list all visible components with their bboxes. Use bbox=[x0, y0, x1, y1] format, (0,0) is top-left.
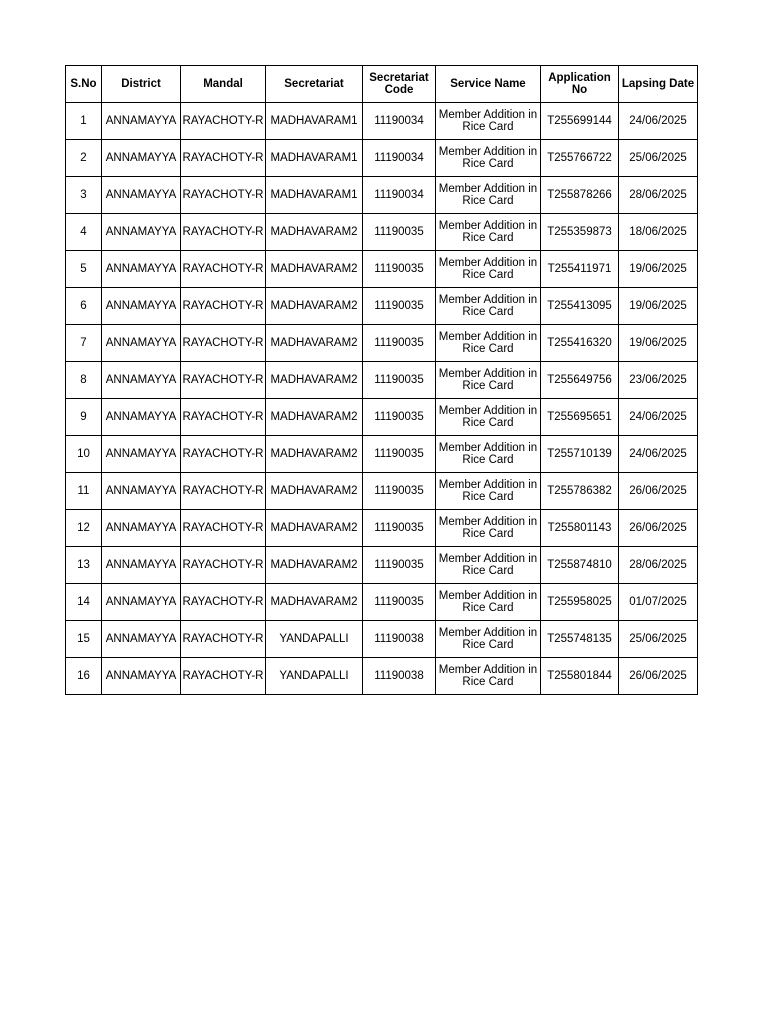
cell-secretariat-code: 11190035 bbox=[363, 473, 436, 510]
cell-secretariat-code: 11190035 bbox=[363, 288, 436, 325]
cell-secretariat: MADHAVARAM2 bbox=[266, 214, 363, 251]
cell-application-no: T255748135 bbox=[541, 621, 619, 658]
cell-mandal: RAYACHOTY-R bbox=[181, 177, 266, 214]
cell-mandal: RAYACHOTY-R bbox=[181, 399, 266, 436]
cell-district: ANNAMAYYA bbox=[102, 103, 181, 140]
table-row bbox=[66, 584, 698, 621]
cell-service-name: Member Addition in Rice Card bbox=[436, 325, 541, 362]
table-row bbox=[66, 510, 698, 547]
cell-application-no: T255710139 bbox=[541, 436, 619, 473]
cell-district: ANNAMAYYA bbox=[102, 510, 181, 547]
cell-sno: 6 bbox=[66, 288, 102, 325]
cell-application-no: T255695651 bbox=[541, 399, 619, 436]
cell-district: ANNAMAYYA bbox=[102, 621, 181, 658]
cell-mandal: RAYACHOTY-R bbox=[181, 103, 266, 140]
cell-secretariat: MADHAVARAM2 bbox=[266, 399, 363, 436]
cell-sno: 5 bbox=[66, 251, 102, 288]
cell-secretariat: YANDAPALLI bbox=[266, 658, 363, 695]
cell-service-name: Member Addition in Rice Card bbox=[436, 214, 541, 251]
table-row bbox=[66, 473, 698, 510]
cell-sno: 13 bbox=[66, 547, 102, 584]
cell-sno: 2 bbox=[66, 140, 102, 177]
cell-district: ANNAMAYYA bbox=[102, 177, 181, 214]
cell-application-no: T255416320 bbox=[541, 325, 619, 362]
cell-sno: 11 bbox=[66, 473, 102, 510]
cell-district: ANNAMAYYA bbox=[102, 399, 181, 436]
cell-mandal: RAYACHOTY-R bbox=[181, 325, 266, 362]
cell-district: ANNAMAYYA bbox=[102, 584, 181, 621]
cell-mandal: RAYACHOTY-R bbox=[181, 288, 266, 325]
cell-service-name: Member Addition in Rice Card bbox=[436, 436, 541, 473]
cell-secretariat-code: 11190035 bbox=[363, 510, 436, 547]
cell-application-no: T255411971 bbox=[541, 251, 619, 288]
cell-service-name: Member Addition in Rice Card bbox=[436, 658, 541, 695]
cell-secretariat-code: 11190035 bbox=[363, 251, 436, 288]
cell-sno: 8 bbox=[66, 362, 102, 399]
cell-district: ANNAMAYYA bbox=[102, 251, 181, 288]
cell-secretariat-code: 11190038 bbox=[363, 658, 436, 695]
cell-secretariat: MADHAVARAM1 bbox=[266, 177, 363, 214]
table-row bbox=[66, 140, 698, 177]
cell-mandal: RAYACHOTY-R bbox=[181, 584, 266, 621]
cell-secretariat-code: 11190035 bbox=[363, 584, 436, 621]
cell-lapsing-date: 01/07/2025 bbox=[619, 584, 698, 621]
cell-lapsing-date: 26/06/2025 bbox=[619, 473, 698, 510]
cell-secretariat-code: 11190035 bbox=[363, 214, 436, 251]
cell-secretariat-code: 11190035 bbox=[363, 547, 436, 584]
header-sno: S.No bbox=[66, 66, 102, 103]
header-application-no: Application No bbox=[541, 66, 619, 103]
cell-service-name: Member Addition in Rice Card bbox=[436, 473, 541, 510]
cell-sno: 14 bbox=[66, 584, 102, 621]
cell-secretariat: MADHAVARAM2 bbox=[266, 584, 363, 621]
cell-district: ANNAMAYYA bbox=[102, 658, 181, 695]
header-district: District bbox=[102, 66, 181, 103]
cell-district: ANNAMAYYA bbox=[102, 436, 181, 473]
cell-district: ANNAMAYYA bbox=[102, 214, 181, 251]
cell-mandal: RAYACHOTY-R bbox=[181, 214, 266, 251]
cell-sno: 1 bbox=[66, 103, 102, 140]
cell-secretariat: MADHAVARAM2 bbox=[266, 436, 363, 473]
cell-lapsing-date: 26/06/2025 bbox=[619, 658, 698, 695]
cell-secretariat-code: 11190034 bbox=[363, 140, 436, 177]
cell-lapsing-date: 28/06/2025 bbox=[619, 177, 698, 214]
cell-service-name: Member Addition in Rice Card bbox=[436, 362, 541, 399]
cell-secretariat-code: 11190035 bbox=[363, 436, 436, 473]
cell-secretariat-code: 11190035 bbox=[363, 399, 436, 436]
cell-lapsing-date: 24/06/2025 bbox=[619, 103, 698, 140]
cell-district: ANNAMAYYA bbox=[102, 288, 181, 325]
cell-mandal: RAYACHOTY-R bbox=[181, 436, 266, 473]
cell-secretariat: MADHAVARAM2 bbox=[266, 510, 363, 547]
cell-district: ANNAMAYYA bbox=[102, 547, 181, 584]
table-row bbox=[66, 658, 698, 695]
cell-service-name: Member Addition in Rice Card bbox=[436, 288, 541, 325]
cell-lapsing-date: 19/06/2025 bbox=[619, 288, 698, 325]
table-row bbox=[66, 362, 698, 399]
cell-secretariat: MADHAVARAM1 bbox=[266, 103, 363, 140]
cell-service-name: Member Addition in Rice Card bbox=[436, 547, 541, 584]
cell-application-no: T255958025 bbox=[541, 584, 619, 621]
cell-lapsing-date: 23/06/2025 bbox=[619, 362, 698, 399]
cell-secretariat: MADHAVARAM2 bbox=[266, 547, 363, 584]
cell-application-no: T255699144 bbox=[541, 103, 619, 140]
cell-secretariat-code: 11190038 bbox=[363, 621, 436, 658]
cell-application-no: T255359873 bbox=[541, 214, 619, 251]
table-row bbox=[66, 325, 698, 362]
table-row bbox=[66, 214, 698, 251]
cell-lapsing-date: 25/06/2025 bbox=[619, 140, 698, 177]
cell-sno: 12 bbox=[66, 510, 102, 547]
cell-lapsing-date: 24/06/2025 bbox=[619, 436, 698, 473]
cell-lapsing-date: 19/06/2025 bbox=[619, 325, 698, 362]
cell-lapsing-date: 24/06/2025 bbox=[619, 399, 698, 436]
cell-application-no: T255786382 bbox=[541, 473, 619, 510]
header-service-name: Service Name bbox=[436, 66, 541, 103]
cell-lapsing-date: 26/06/2025 bbox=[619, 510, 698, 547]
cell-application-no: T255878266 bbox=[541, 177, 619, 214]
cell-secretariat-code: 11190034 bbox=[363, 103, 436, 140]
cell-application-no: T255766722 bbox=[541, 140, 619, 177]
cell-lapsing-date: 18/06/2025 bbox=[619, 214, 698, 251]
table-row bbox=[66, 251, 698, 288]
cell-mandal: RAYACHOTY-R bbox=[181, 140, 266, 177]
table-row bbox=[66, 399, 698, 436]
header-secretariat: Secretariat bbox=[266, 66, 363, 103]
cell-application-no: T255413095 bbox=[541, 288, 619, 325]
cell-sno: 9 bbox=[66, 399, 102, 436]
cell-district: ANNAMAYYA bbox=[102, 473, 181, 510]
table-row bbox=[66, 436, 698, 473]
cell-application-no: T255874810 bbox=[541, 547, 619, 584]
cell-district: ANNAMAYYA bbox=[102, 325, 181, 362]
cell-secretariat: MADHAVARAM2 bbox=[266, 325, 363, 362]
cell-district: ANNAMAYYA bbox=[102, 140, 181, 177]
application-table bbox=[65, 65, 698, 695]
cell-service-name: Member Addition in Rice Card bbox=[436, 251, 541, 288]
cell-service-name: Member Addition in Rice Card bbox=[436, 177, 541, 214]
cell-mandal: RAYACHOTY-R bbox=[181, 510, 266, 547]
cell-mandal: RAYACHOTY-R bbox=[181, 362, 266, 399]
cell-secretariat: MADHAVARAM2 bbox=[266, 288, 363, 325]
header-row bbox=[66, 66, 698, 103]
cell-sno: 15 bbox=[66, 621, 102, 658]
cell-mandal: RAYACHOTY-R bbox=[181, 473, 266, 510]
cell-lapsing-date: 19/06/2025 bbox=[619, 251, 698, 288]
cell-sno: 16 bbox=[66, 658, 102, 695]
table-row bbox=[66, 547, 698, 584]
cell-secretariat: MADHAVARAM1 bbox=[266, 140, 363, 177]
cell-secretariat-code: 11190034 bbox=[363, 177, 436, 214]
cell-district: ANNAMAYYA bbox=[102, 362, 181, 399]
cell-service-name: Member Addition in Rice Card bbox=[436, 584, 541, 621]
cell-service-name: Member Addition in Rice Card bbox=[436, 140, 541, 177]
cell-mandal: RAYACHOTY-R bbox=[181, 547, 266, 584]
cell-secretariat: YANDAPALLI bbox=[266, 621, 363, 658]
cell-secretariat-code: 11190035 bbox=[363, 362, 436, 399]
cell-application-no: T255801143 bbox=[541, 510, 619, 547]
table-row bbox=[66, 288, 698, 325]
cell-application-no: T255649756 bbox=[541, 362, 619, 399]
header-secretariat-code: Secretariat Code bbox=[363, 66, 436, 103]
cell-secretariat: MADHAVARAM2 bbox=[266, 473, 363, 510]
cell-sno: 10 bbox=[66, 436, 102, 473]
table-row bbox=[66, 103, 698, 140]
cell-lapsing-date: 28/06/2025 bbox=[619, 547, 698, 584]
cell-service-name: Member Addition in Rice Card bbox=[436, 399, 541, 436]
cell-service-name: Member Addition in Rice Card bbox=[436, 621, 541, 658]
table-body bbox=[66, 103, 698, 695]
cell-mandal: RAYACHOTY-R bbox=[181, 251, 266, 288]
header-lapsing-date: Lapsing Date bbox=[619, 66, 698, 103]
table-header bbox=[66, 66, 698, 103]
cell-secretariat: MADHAVARAM2 bbox=[266, 251, 363, 288]
cell-service-name: Member Addition in Rice Card bbox=[436, 510, 541, 547]
table-row bbox=[66, 177, 698, 214]
cell-sno: 4 bbox=[66, 214, 102, 251]
cell-mandal: RAYACHOTY-R bbox=[181, 621, 266, 658]
cell-mandal: RAYACHOTY-R bbox=[181, 658, 266, 695]
cell-sno: 3 bbox=[66, 177, 102, 214]
cell-secretariat-code: 11190035 bbox=[363, 325, 436, 362]
cell-lapsing-date: 25/06/2025 bbox=[619, 621, 698, 658]
table-row bbox=[66, 621, 698, 658]
cell-sno: 7 bbox=[66, 325, 102, 362]
cell-service-name: Member Addition in Rice Card bbox=[436, 103, 541, 140]
header-mandal: Mandal bbox=[181, 66, 266, 103]
cell-secretariat: MADHAVARAM2 bbox=[266, 362, 363, 399]
cell-application-no: T255801844 bbox=[541, 658, 619, 695]
